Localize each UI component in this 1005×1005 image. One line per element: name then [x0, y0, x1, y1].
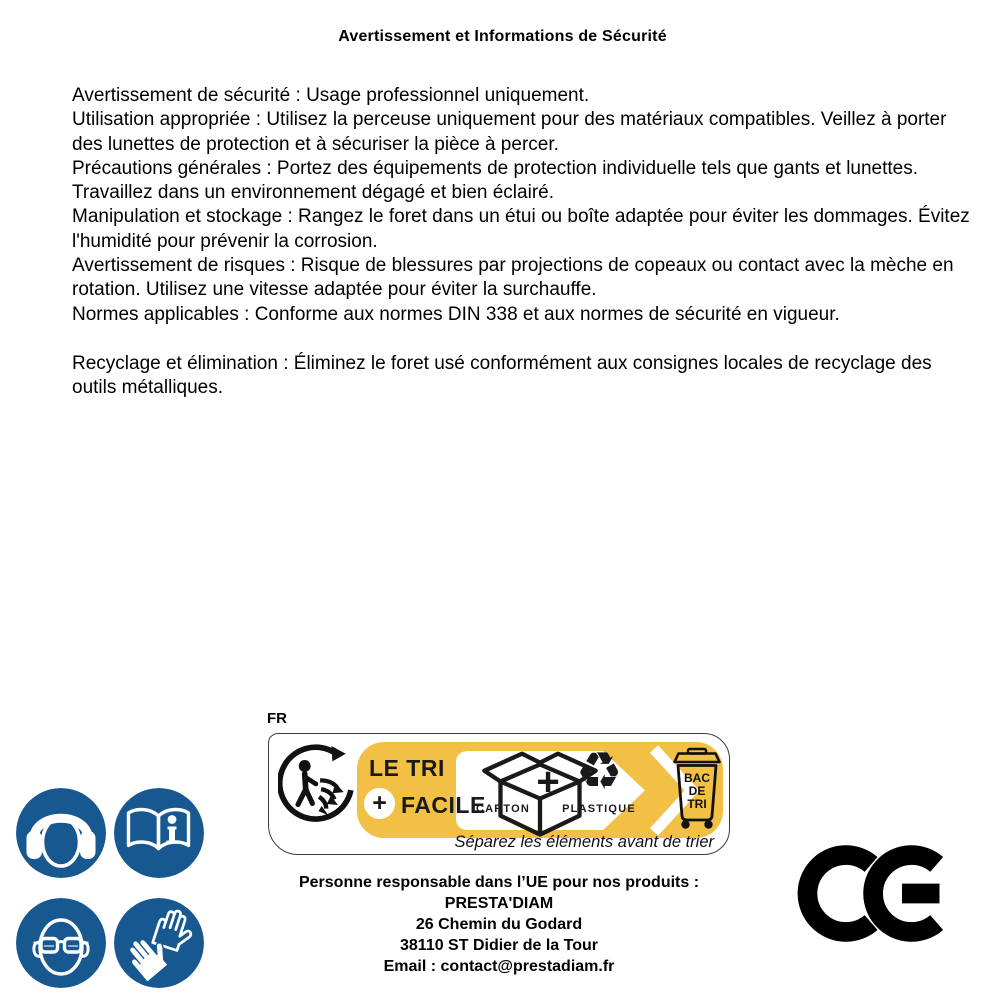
sorting-headline-top: LE TRI — [369, 755, 445, 781]
email-line: Email : contact@prestadiam.fr — [383, 958, 615, 975]
recycling-paragraph: Recyclage et élimination : Éliminez le foret usé conformément aux consignes locales de recyclage des outils métalliques. — [72, 352, 932, 399]
read-instruction-manual-icon — [114, 788, 204, 878]
material-label-plastique: PLASTIQUE — [562, 803, 636, 815]
safety-paragraph: Avertissement de sécurité : Usage professionnel uniquement. — [72, 85, 590, 106]
material-label-carton: CARTON — [475, 803, 531, 815]
triman-sorting-banner — [268, 733, 730, 855]
responsible-person-block — [268, 872, 730, 977]
safety-paragraph: Avertissement de risques : Risque de blessures par projections de copeaux ou contact avec la mèche en rotation. Utilisez une vitesse adaptée pour éviter la surchauffe. — [72, 255, 954, 301]
safety-paragraph: Manipulation et stockage : Rangez le foret dans un étui ou boîte adaptée pour éviter les dommages. Évitez l'humidité pour prévenir la corrosion. — [72, 206, 970, 252]
safety-paragraph: Utilisation appropriée : Utilisez la perceuse uniquement pour des matériaux compatibles. Veillez à porter des lunettes de protection et à sécuriser la pièce à percer. — [72, 109, 947, 155]
bin-text-line: BAC — [684, 771, 710, 785]
bin-text-line: DE — [688, 784, 706, 798]
responsible-heading: Personne responsable dans l’UE pour nos produits : — [298, 874, 700, 891]
safety-text-block — [72, 84, 978, 401]
sorting-headline-bottom: FACILE — [401, 792, 486, 818]
country-code-label: FR — [267, 710, 287, 727]
materials-plus-separator: + — [536, 759, 560, 804]
safety-paragraph: Normes applicables : Conforme aux normes DIN 338 et aux normes de sécurité en vigueur. — [72, 303, 840, 325]
safety-paragraph: Précautions générales : Portez des équipements de protection individuelle tels que gants et lunettes. Travaillez dans un environnement dégagé et bien éclairé. — [72, 157, 919, 204]
triman-recycling-icon — [278, 744, 356, 826]
address-line: 26 Chemin du Godard — [415, 916, 583, 933]
wear-eye-protection-icon — [16, 898, 106, 988]
bin-text-line: TRI — [687, 797, 707, 811]
sorting-caption: Séparez les éléments avant de trier — [454, 833, 714, 851]
plastic-recycling-icon: ♻ — [575, 742, 623, 802]
wear-protective-gloves-icon — [114, 898, 204, 988]
ce-mark-icon — [797, 842, 947, 945]
sorting-label-yellow-band — [357, 742, 723, 839]
address-line: 38110 ST Didier de la Tour — [400, 937, 598, 954]
wear-ear-protection-icon — [16, 788, 106, 878]
company-name: PRESTA'DIAM — [444, 895, 554, 912]
page-title: Avertissement et Informations de Sécurité — [338, 28, 667, 45]
plus-badge-text: + — [372, 789, 387, 817]
